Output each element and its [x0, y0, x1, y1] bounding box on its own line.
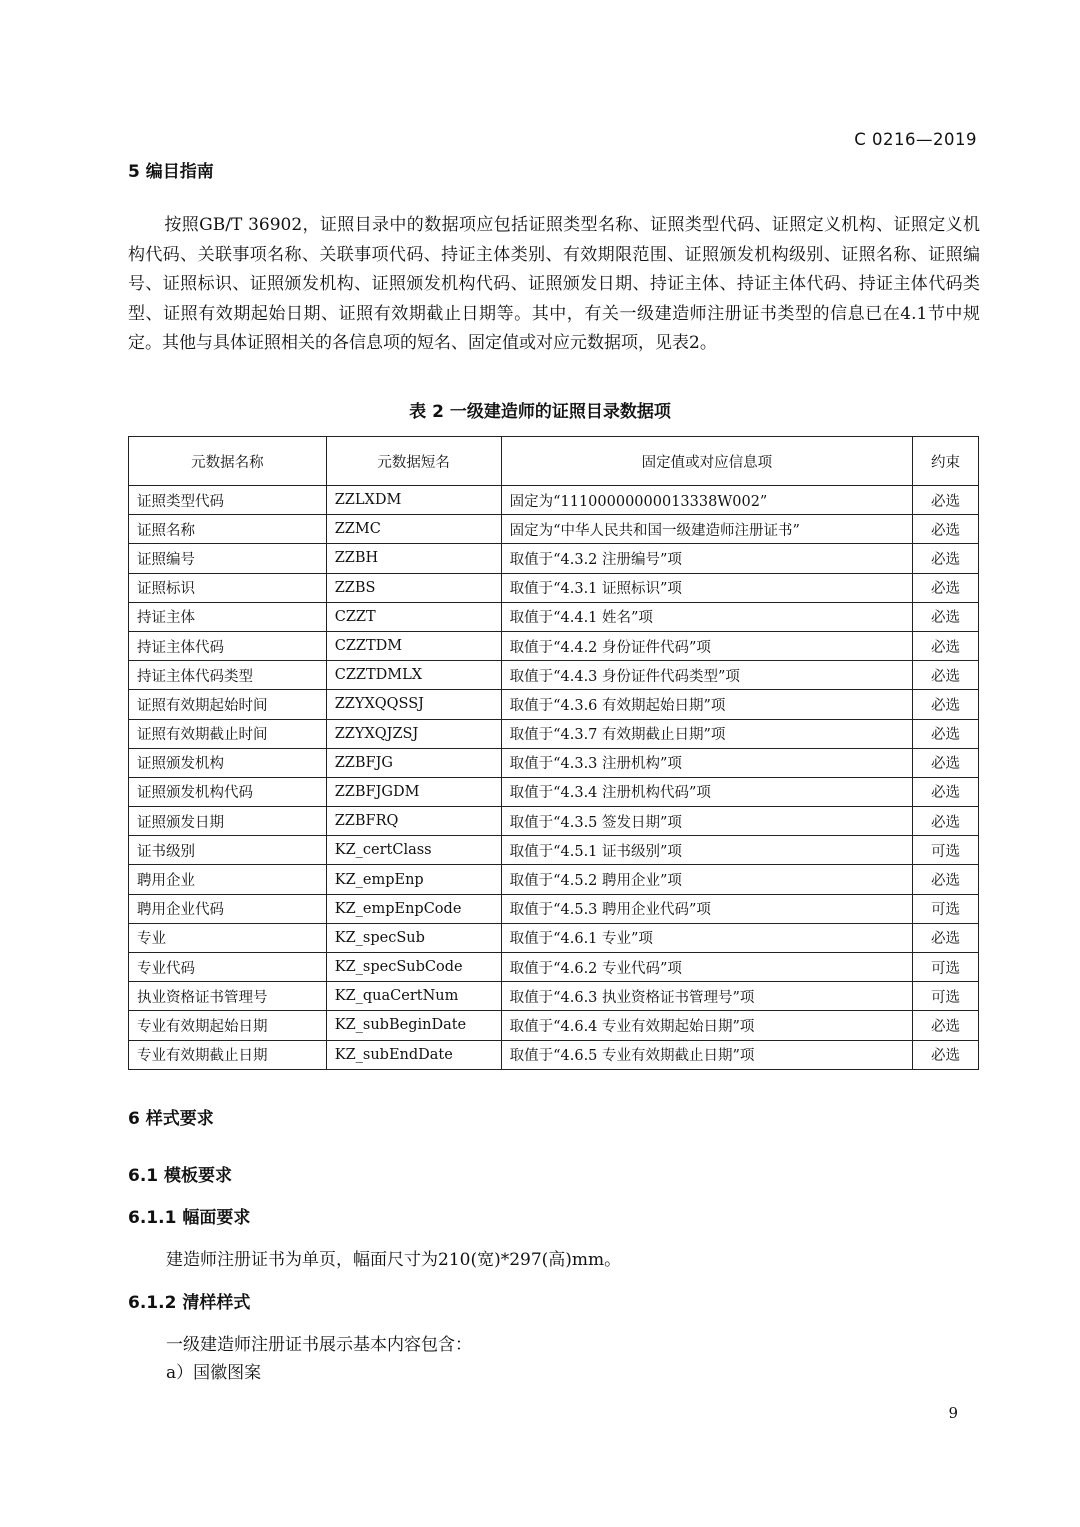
cell-constraint: 必选 [913, 544, 979, 573]
table-row [129, 1011, 979, 1040]
table-header-row [129, 437, 979, 486]
cell-constraint: 必选 [913, 1011, 979, 1040]
section-5-paragraph [128, 211, 980, 359]
table-row [129, 953, 979, 982]
cell-short-name: KZ_empEnpCode [326, 894, 501, 923]
cell-metadata-name: 专业有效期起始日期 [129, 1011, 327, 1040]
section-6-heading: 6 样式要求 [128, 1109, 214, 1129]
cell-constraint: 必选 [913, 719, 979, 748]
cell-fixed-value: 取值于“4.6.2 专业代码”项 [501, 953, 912, 982]
cell-short-name: KZ_specSub [326, 923, 501, 952]
cell-metadata-name: 证书级别 [129, 836, 327, 865]
cell-metadata-name: 证照有效期起始时间 [129, 690, 327, 719]
cell-metadata-name: 证照颁发机构代码 [129, 777, 327, 806]
cell-metadata-name: 专业代码 [129, 953, 327, 982]
cell-short-name: ZZYXQJZSJ [326, 719, 501, 748]
table-row [129, 923, 979, 952]
cell-constraint: 可选 [913, 953, 979, 982]
cell-short-name: KZ_subBeginDate [326, 1011, 501, 1040]
cell-constraint: 必选 [913, 923, 979, 952]
table-row [129, 602, 979, 631]
cell-metadata-name: 证照类型代码 [129, 486, 327, 515]
page-number: 9 [948, 1404, 958, 1422]
cell-fixed-value: 取值于“4.4.3 身份证件代码类型”项 [501, 661, 912, 690]
cell-fixed-value: 取值于“4.3.4 注册机构代码”项 [501, 777, 912, 806]
cell-metadata-name: 证照编号 [129, 544, 327, 573]
table-row [129, 690, 979, 719]
cell-fixed-value: 固定为“中华人民共和国一级建造师注册证书” [501, 515, 912, 544]
cell-metadata-name: 聘用企业 [129, 865, 327, 894]
cell-fixed-value: 取值于“4.4.2 身份证件代码”项 [501, 631, 912, 660]
cell-constraint: 必选 [913, 661, 979, 690]
cell-short-name: CZZTDMLX [326, 661, 501, 690]
section-6-1-1-text: 建造师注册证书为单页，幅面尺寸为210(宽)*297(高)mm。 [166, 1250, 622, 1270]
cell-metadata-name: 持证主体 [129, 602, 327, 631]
cell-short-name: ZZYXQQSSJ [326, 690, 501, 719]
cell-fixed-value: 取值于“4.5.2 聘用企业”项 [501, 865, 912, 894]
table-row [129, 631, 979, 660]
cell-constraint: 必选 [913, 1040, 979, 1069]
cell-fixed-value: 取值于“4.3.3 注册机构”项 [501, 748, 912, 777]
cell-constraint: 必选 [913, 573, 979, 602]
cell-metadata-name: 持证主体代码 [129, 631, 327, 660]
cell-metadata-name: 聘用企业代码 [129, 894, 327, 923]
table-row [129, 836, 979, 865]
list-item-a: a）国徽图案 [166, 1363, 262, 1383]
cell-short-name: KZ_quaCertNum [326, 982, 501, 1011]
table-row [129, 486, 979, 515]
cell-metadata-name: 证照标识 [129, 573, 327, 602]
cell-fixed-value: 取值于“4.3.6 有效期起始日期”项 [501, 690, 912, 719]
cell-short-name: CZZTDM [326, 631, 501, 660]
table-caption: 表 2 一级建造师的证照目录数据项 [409, 402, 671, 422]
cell-short-name: ZZBFJG [326, 748, 501, 777]
cell-short-name: KZ_subEndDate [326, 1040, 501, 1069]
cell-fixed-value: 固定为“11100000000013338W002” [501, 486, 912, 515]
table-row [129, 777, 979, 806]
cell-constraint: 可选 [913, 836, 979, 865]
metadata-table [128, 436, 979, 1070]
table-row [129, 1040, 979, 1069]
section-6-1-1-heading: 6.1.1 幅面要求 [128, 1208, 251, 1228]
cell-metadata-name: 持证主体代码类型 [129, 661, 327, 690]
cell-fixed-value: 取值于“4.3.2 注册编号”项 [501, 544, 912, 573]
cell-metadata-name: 专业有效期截止日期 [129, 1040, 327, 1069]
cell-metadata-name: 证照颁发日期 [129, 807, 327, 836]
cell-constraint: 必选 [913, 690, 979, 719]
cell-short-name: ZZBFRQ [326, 807, 501, 836]
cell-constraint: 必选 [913, 777, 979, 806]
cell-constraint: 可选 [913, 982, 979, 1011]
table-row [129, 515, 979, 544]
section-5-heading: 5 编目指南 [128, 162, 214, 182]
cell-short-name: ZZLXDM [326, 486, 501, 515]
cell-fixed-value: 取值于“4.6.5 专业有效期截止日期”项 [501, 1040, 912, 1069]
cell-constraint: 必选 [913, 602, 979, 631]
cell-fixed-value: 取值于“4.6.1 专业”项 [501, 923, 912, 952]
cell-constraint: 必选 [913, 748, 979, 777]
header-cell: 约束 [913, 437, 979, 486]
table-body [129, 486, 979, 1070]
cell-constraint: 必选 [913, 515, 979, 544]
cell-fixed-value: 取值于“4.5.1 证书级别”项 [501, 836, 912, 865]
section-5-paragraph-text: 按照GB/T 36902，证照目录中的数据项应包括证照类型名称、证照类型代码、证照定义机构、证照定义机构代码、关联事项名称、关联事项代码、持证主体类别、有效期限范围、证照颁发机构级别、证照名称、证照编号、证照标识、证照颁发机构、证照颁发机构代码、证照颁发日期、持证主体、持证主体代码、持证主体代码类型、证照有效期起始日期、证照有效期截止日期等。其中，有关一级建造师注册证书类型的信息已在4.1节中规定。其他与具体证照相关的各信息项的短名、固定值或对应元数据项，见表2。 [128, 215, 980, 353]
header-cell: 元数据名称 [129, 437, 327, 486]
standard-code: C 0216—2019 [854, 130, 977, 149]
table-row [129, 865, 979, 894]
cell-constraint: 必选 [913, 865, 979, 894]
cell-short-name: ZZBH [326, 544, 501, 573]
cell-short-name: KZ_specSubCode [326, 953, 501, 982]
cell-fixed-value: 取值于“4.6.4 专业有效期起始日期”项 [501, 1011, 912, 1040]
cell-short-name: ZZMC [326, 515, 501, 544]
cell-metadata-name: 证照有效期截止时间 [129, 719, 327, 748]
cell-fixed-value: 取值于“4.4.1 姓名”项 [501, 602, 912, 631]
cell-metadata-name: 执业资格证书管理号 [129, 982, 327, 1011]
table-row [129, 544, 979, 573]
cell-constraint: 必选 [913, 486, 979, 515]
cell-fixed-value: 取值于“4.3.7 有效期截止日期”项 [501, 719, 912, 748]
section-6-1-2-text: 一级建造师注册证书展示基本内容包含： [166, 1335, 472, 1355]
header-cell: 元数据短名 [326, 437, 501, 486]
table-row [129, 982, 979, 1011]
header-cell: 固定值或对应信息项 [501, 437, 912, 486]
cell-constraint: 必选 [913, 631, 979, 660]
section-6-1-2-heading: 6.1.2 清样样式 [128, 1293, 251, 1313]
cell-constraint: 可选 [913, 894, 979, 923]
cell-short-name: ZZBS [326, 573, 501, 602]
table-row [129, 894, 979, 923]
cell-metadata-name: 证照颁发机构 [129, 748, 327, 777]
cell-short-name: KZ_empEnp [326, 865, 501, 894]
table-row [129, 807, 979, 836]
cell-short-name: ZZBFJGDM [326, 777, 501, 806]
cell-fixed-value: 取值于“4.6.3 执业资格证书管理号”项 [501, 982, 912, 1011]
cell-constraint: 必选 [913, 807, 979, 836]
section-6-1-heading: 6.1 模板要求 [128, 1166, 233, 1186]
cell-fixed-value: 取值于“4.3.5 签发日期”项 [501, 807, 912, 836]
cell-short-name: KZ_certClass [326, 836, 501, 865]
table-row [129, 661, 979, 690]
table-row [129, 748, 979, 777]
table-row [129, 573, 979, 602]
cell-metadata-name: 证照名称 [129, 515, 327, 544]
cell-metadata-name: 专业 [129, 923, 327, 952]
cell-fixed-value: 取值于“4.5.3 聘用企业代码”项 [501, 894, 912, 923]
table-row [129, 719, 979, 748]
cell-fixed-value: 取值于“4.3.1 证照标识”项 [501, 573, 912, 602]
cell-short-name: CZZT [326, 602, 501, 631]
